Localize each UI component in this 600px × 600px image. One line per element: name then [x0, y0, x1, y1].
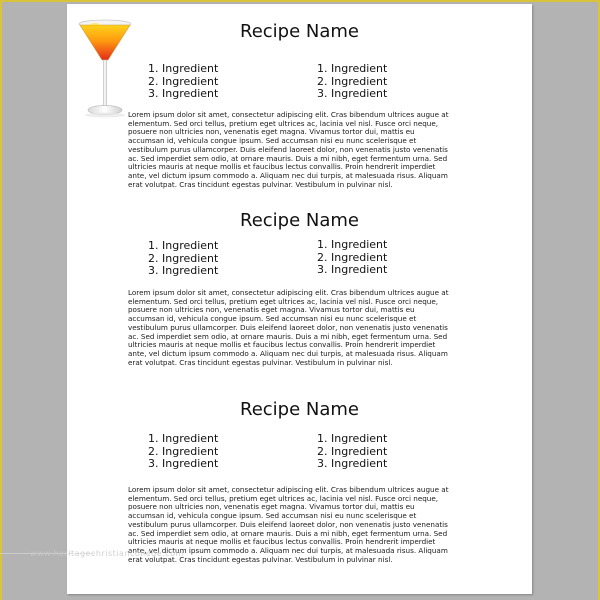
ingredient-item: 2. Ingredient [317, 74, 388, 88]
ingredient-item: 3. Ingredient [317, 263, 388, 276]
ingredient-item: 1. Ingredient [317, 62, 388, 75]
ingredient-item: 2. Ingredient [148, 251, 219, 265]
watermark-text: www.heritagechristiancollege.com [30, 549, 184, 558]
ingredient-item: 1. Ingredient [317, 238, 388, 251]
ingredient-item: 3. Ingredient [148, 264, 219, 277]
ingredient-item: 1. Ingredient [148, 432, 219, 445]
ingredient-list-left [148, 63, 218, 101]
ingredient-item: 1. Ingredient [317, 432, 388, 445]
recipe-description: Lorem ipsum dolor sit amet, consectetur adipiscing elit. Cras bibendum ultrices augue at elementum. Sed orci tellus, pretium eget ultrices ac, lacinia vel nisl. Fusce orci neque, posuere non ultricies non, venenatis eget magna. Vivamus tortor dui, mattis eu accumsan id, vehicula congue ipsum. Sed accumsan nisi eu nunc scelerisque et vestibulum purus ullamcorper. Duis eleifend laoreet dolor, non venenatis justo venenatis ac. Sed imperdiet sem odio, at ornare mauris. Duis a mi nibh, eget fermentum urna. Sed ultricies mauris at neque mollis et faucibus lectus convallis. Proin hendrerit imperdiet ante, vel dictum ipsum commodo a. Aliquam nec dui turpis, at malesuada risus. Aliquam erat volutpat. Cras tincidunt egestas pulvinar. Vestibulum in pulvinar nisl. [128, 288, 449, 367]
ingredient-item: 2. Ingredient [317, 250, 388, 264]
ingredient-item: 3. Ingredient [148, 87, 219, 100]
ingredient-item: 1. Ingredient [148, 62, 219, 75]
recipe-description: Lorem ipsum dolor sit amet, consectetur adipiscing elit. Cras bibendum ultrices augue at elementum. Sed orci tellus, pretium eget ultrices ac, lacinia vel nisl. Fusce orci neque, posuere non ultricies non, venenatis eget magna. Vivamus tortor dui, mattis eu accumsan id, vehicula congue ipsum. Sed accumsan nisi eu nunc scelerisque et vestibulum purus ullamcorper. Duis eleifend laoreet dolor, non venenatis justo venenatis ac. Sed imperdiet sem odio, at ornare mauris. Duis a mi nibh, eget fermentum urna. Sed ultricies mauris at neque mollis et faucibus lectus convallis. Proin hendrerit imperdiet ante, vel dictum ipsum commodo a. Aliquam nec dui turpis, at malesuada risus. Aliquam erat volutpat. Cras tincidunt egestas pulvinar. Vestibulum in pulvinar nisl. [128, 485, 449, 564]
recipe-title: Recipe Name [240, 399, 359, 420]
recipe-title: Recipe Name [240, 21, 359, 42]
frame-left-border [0, 0, 2, 600]
recipe-title: Recipe Name [240, 210, 359, 231]
recipe-description: Lorem ipsum dolor sit amet, consectetur adipiscing elit. Cras bibendum ultrices augue at elementum. Sed orci tellus, pretium eget ultrices ac, lacinia vel nisl. Fusce orci neque, posuere non ultricies non, venenatis eget magna. Vivamus tortor dui, mattis eu accumsan id, vehicula congue ipsum. Sed accumsan nisi eu nunc scelerisque et vestibulum purus ullamcorper. Duis eleifend laoreet dolor, non venenatis justo venenatis ac. Sed imperdiet sem odio, at ornare mauris. Duis a mi nibh, eget fermentum urna. Sed ultricies mauris at neque mollis et faucibus lectus convallis. Proin hendrerit imperdiet ante, vel dictum ipsum commodo a. Aliquam nec dui turpis, at malesuada risus. Aliquam erat volutpat. Cras tincidunt egestas pulvinar. Vestibulum in pulvinar nisl. [128, 110, 449, 189]
ingredient-item: 3. Ingredient [317, 87, 388, 100]
recipe-page [67, 4, 532, 594]
ingredient-item: 2. Ingredient [148, 74, 219, 88]
ingredient-item: 3. Ingredient [148, 457, 219, 470]
ingredient-list-right [317, 239, 387, 277]
ingredient-item: 3. Ingredient [317, 457, 388, 470]
ingredient-item: 1. Ingredient [148, 239, 219, 252]
ingredient-item: 2. Ingredient [317, 444, 388, 458]
ingredient-list-right [317, 433, 387, 471]
ingredient-item: 2. Ingredient [148, 444, 219, 458]
ingredient-list-left [148, 240, 218, 278]
ingredient-list-right [317, 63, 387, 101]
frame-top-border [0, 0, 600, 2]
ingredient-list-left [148, 433, 218, 471]
